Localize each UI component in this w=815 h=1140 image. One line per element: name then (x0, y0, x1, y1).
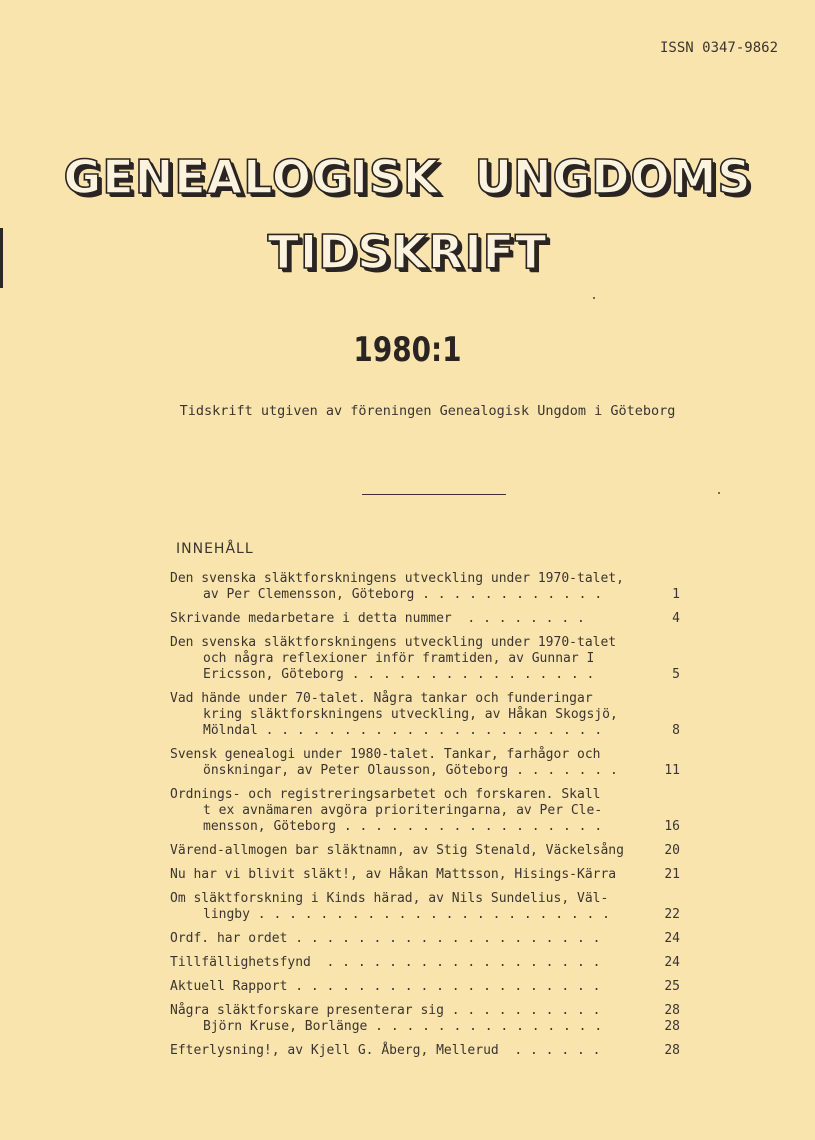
toc-entry (170, 931, 680, 947)
toc-line (170, 723, 680, 739)
toc-line (170, 763, 680, 779)
toc-entry (170, 867, 680, 883)
toc-page-number: 20 (664, 843, 680, 858)
toc-line (170, 667, 680, 683)
issn-number: ISSN 0347-9862 (660, 40, 779, 56)
table-of-contents (170, 571, 680, 1067)
toc-line (170, 747, 680, 763)
toc-entry (170, 1003, 680, 1035)
toc-entry (170, 635, 680, 683)
issue-number: 1980:1 (353, 330, 462, 370)
toc-page-number: 25 (664, 979, 680, 994)
toc-line-text: Ericsson, Göteborg . . . . . . . . . . . . . . . . (203, 667, 595, 682)
toc-page-number: 21 (664, 867, 680, 882)
toc-line-text: mensson, Göteborg . . . . . . . . . . . . . . . . . (203, 819, 603, 834)
toc-page-number: 11 (664, 763, 680, 778)
masthead-line-1: GENEALOGISK UNGDOMS (63, 150, 752, 204)
toc-line-text: och några reflexioner inför framtiden, av Gunnar I (203, 651, 595, 666)
toc-entry (170, 891, 680, 923)
speck (718, 492, 720, 494)
speck (593, 297, 595, 299)
toc-line-text: Skrivande medarbetare i detta nummer . . . . . . . . (170, 611, 585, 626)
toc-heading: INNEHÅLL (176, 541, 254, 557)
toc-entry (170, 955, 680, 971)
toc-line (170, 867, 680, 883)
toc-entry (170, 747, 680, 779)
toc-line (170, 1043, 680, 1059)
toc-line (170, 803, 680, 819)
toc-line (170, 843, 680, 859)
toc-page-number: 22 (664, 907, 680, 922)
toc-line-text: Tillfällighetsfynd . . . . . . . . . . . . . . . . . . (170, 955, 601, 970)
toc-line-text: Den svenska släktforskningens utveckling under 1970-talet (170, 635, 617, 650)
toc-entry (170, 1043, 680, 1059)
toc-page-number: 24 (664, 931, 680, 946)
toc-page-number: 24 (664, 955, 680, 970)
toc-line (170, 787, 680, 803)
toc-line (170, 891, 680, 907)
toc-line (170, 931, 680, 947)
toc-line-text: Vad hände under 70-talet. Några tankar och funderingar (170, 691, 593, 706)
toc-entry (170, 979, 680, 995)
toc-page-number: 1 (672, 587, 680, 602)
toc-line-text: kring släktforskningens utveckling, av Håkan Skogsjö, (203, 707, 618, 722)
toc-line (170, 635, 680, 651)
toc-entry (170, 691, 680, 739)
toc-line (170, 651, 680, 667)
toc-page-number: 28 (664, 1019, 680, 1034)
toc-page-number: 4 (672, 611, 680, 626)
toc-page-number: 8 (672, 723, 680, 738)
toc-line-text: Efterlysning!, av Kjell G. Åberg, Mellerud . . . . . . (170, 1043, 601, 1058)
toc-line-text: Aktuell Rapport . . . . . . . . . . . . . . . . . . . . (170, 979, 601, 994)
toc-line (170, 955, 680, 971)
toc-entry (170, 571, 680, 603)
subtitle: Tidskrift utgiven av föreningen Genealogisk Ungdom i Göteborg (179, 403, 676, 419)
toc-line (170, 587, 680, 603)
toc-line (170, 1019, 680, 1035)
toc-line (170, 707, 680, 723)
toc-line-text: Svensk genealogi under 1980-talet. Tankar, farhågor och (170, 747, 601, 762)
toc-line-text: Några släktforskare presenterar sig . . . . . . . . . . (170, 1003, 601, 1018)
toc-page-number: 5 (672, 667, 680, 682)
toc-line (170, 571, 680, 587)
toc-line (170, 611, 680, 627)
toc-line (170, 907, 680, 923)
toc-entry (170, 843, 680, 859)
toc-line-text: Värend-allmogen bar släktnamn, av Stig Stenald, Väckelsång (170, 843, 624, 858)
toc-line-text: Nu har vi blivit släkt!, av Håkan Mattsson, Hisings-Kärra (170, 867, 617, 882)
toc-page-number: 28 (664, 1043, 680, 1058)
toc-line (170, 691, 680, 707)
toc-line-text: Den svenska släktforskningens utveckling under 1970-talet, (170, 571, 624, 586)
toc-line-text: lingby . . . . . . . . . . . . . . . . . . . . . . . (203, 907, 610, 922)
toc-page-number: 16 (664, 819, 680, 834)
toc-line-text: av Per Clemensson, Göteborg . . . . . . . . . . . . (203, 587, 603, 602)
toc-line-text: Mölndal . . . . . . . . . . . . . . . . . . . . . . (203, 723, 603, 738)
toc-entry (170, 787, 680, 835)
toc-line-text: t ex avnämaren avgöra prioriteringarna, av Per Cle- (203, 803, 603, 818)
toc-line-text: Björn Kruse, Borlänge . . . . . . . . . . . . . . . (203, 1019, 603, 1034)
toc-line-text: Om släktforskning i Kinds härad, av Nils Sundelius, Väl- (170, 891, 609, 906)
toc-line (170, 819, 680, 835)
toc-line-text: Ordnings- och registreringsarbetet och forskaren. Skall (170, 787, 601, 802)
toc-line (170, 979, 680, 995)
toc-page-number: 28 (664, 1003, 680, 1018)
divider-rule (362, 494, 506, 495)
toc-line-text: Ordf. har ordet . . . . . . . . . . . . . . . . . . . . (170, 931, 601, 946)
toc-line-text: önskningar, av Peter Olausson, Göteborg . . . . . . . (203, 763, 618, 778)
toc-line (170, 1003, 680, 1019)
masthead-line-2: TIDSKRIFT (267, 225, 548, 279)
toc-entry (170, 611, 680, 627)
